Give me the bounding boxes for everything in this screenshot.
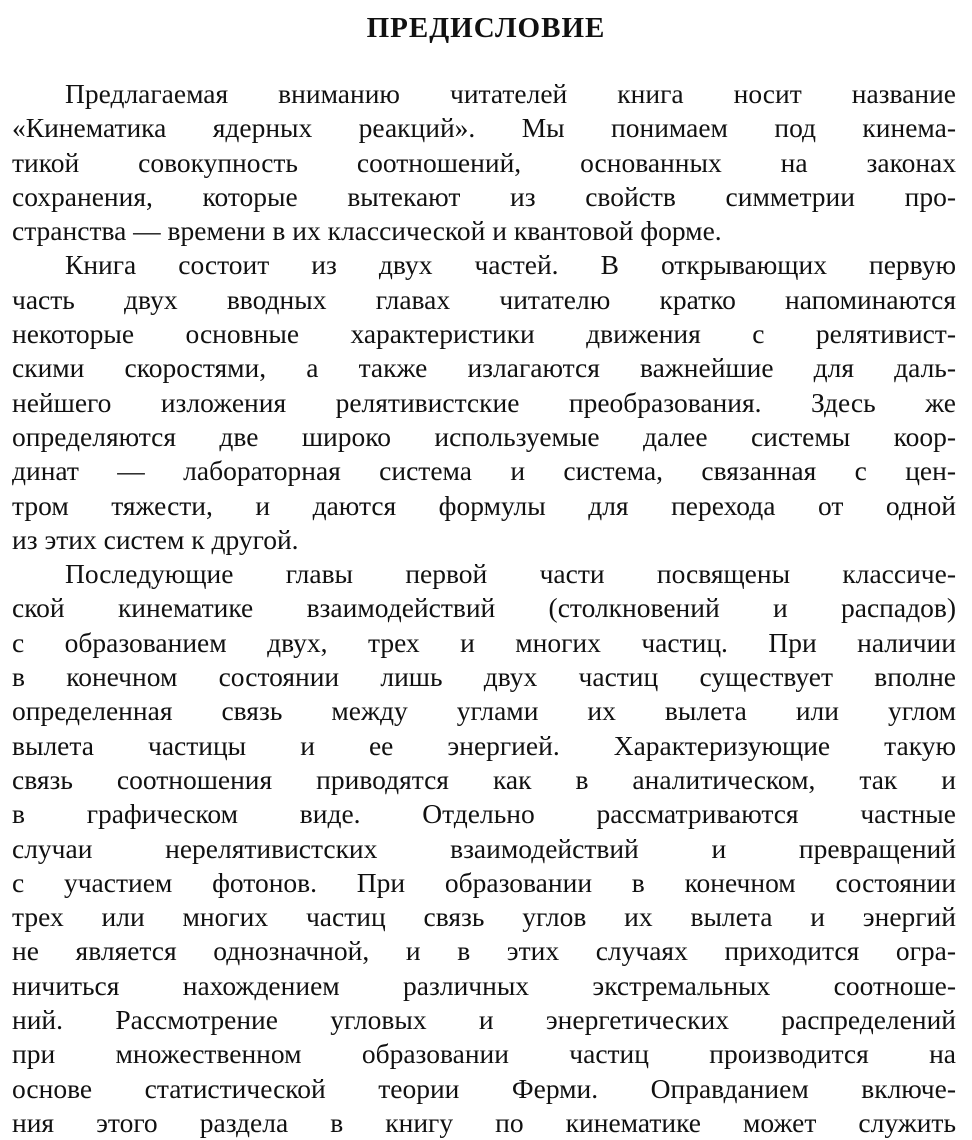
text-line: ний. Рассмотрение угловых и энергетических распределений	[12, 1004, 956, 1036]
text-line: Книга состоит из двух частей. В открывающих первую	[65, 249, 956, 281]
text-line: при множественном образовании частиц производится на	[12, 1038, 956, 1070]
text-line: определенная связь между углами их вылета или углом	[12, 695, 956, 727]
page-heading: ПРЕДИСЛОВИЕ	[366, 12, 606, 44]
preface-body	[12, 77, 956, 1140]
text-line: тром тяжести, и даются формулы для перехода от одной	[12, 489, 956, 521]
text-line: Последующие главы первой части посвящены классиче-	[65, 558, 956, 590]
text-line: трех или многих частиц связь углов их вылета и энергий	[12, 901, 956, 933]
text-line: часть двух вводных главах читателю кратко напоминаются	[12, 283, 956, 315]
text-line: сохранения, которые вытекают из свойств симметрии про-	[12, 180, 956, 212]
text-line: в графическом виде. Отдельно рассматриваются частные	[12, 798, 956, 830]
text-line: «Кинематика ядерных реакций». Мы понимаем под кинема-	[12, 112, 956, 144]
text-line: вылета частицы и ее энергией. Характеризующие такую	[12, 729, 956, 761]
text-line: ской кинематике взаимодействий (столкновений и распадов)	[12, 592, 956, 624]
text-line: динат — лабораторная система и система, связанная с цен-	[12, 455, 956, 487]
text-line: Предлагаемая вниманию читателей книга носит название	[65, 78, 956, 109]
text-line: в конечном состоянии лишь двух частиц существует вполне	[12, 661, 956, 693]
text-line: странства — времени в их классической и квантовой форме.	[12, 215, 722, 247]
text-line: с образованием двух, трех и многих частиц. При наличии	[12, 626, 956, 658]
text-line: из этих систем к другой.	[12, 523, 299, 555]
text-line: ния этого раздела в книгу по кинематике может служить	[12, 1106, 956, 1138]
text-line: основе статистической теории Ферми. Оправданием включе-	[12, 1072, 956, 1104]
text-line: тикой совокупность соотношений, основанных на законах	[12, 146, 956, 178]
text-line: некоторые основные характеристики движения с релятивист-	[12, 318, 956, 350]
text-line: случаи нерелятивистских взаимодействий и превращений	[12, 832, 956, 864]
text-line: нейшего изложения релятивистские преобразования. Здесь же	[12, 386, 956, 418]
text-line: определяются две широко используемые далее системы коор-	[12, 420, 956, 452]
text-line: не является однозначной, и в этих случаях приходится огра-	[12, 935, 956, 967]
text-line: ничиться нахождением различных экстремальных соотноше-	[12, 969, 956, 1001]
text-line: связь соотношения приводятся как в аналитическом, так и	[12, 763, 956, 795]
text-line: с участием фотонов. При образовании в конечном состоянии	[12, 866, 956, 898]
text-line: скими скоростями, а также излагаются важнейшие для даль-	[12, 352, 956, 384]
